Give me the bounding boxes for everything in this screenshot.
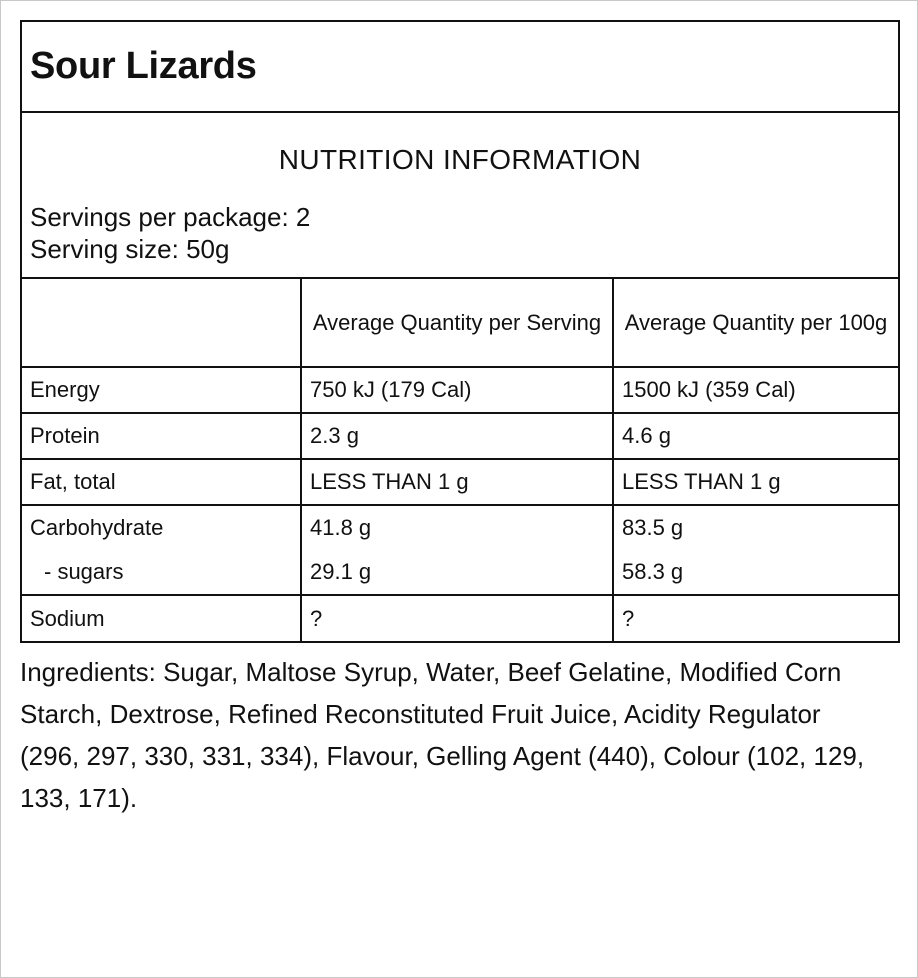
nutrient-name: Sodium [22, 595, 301, 641]
table-row-fat [22, 459, 898, 505]
serving-size: Serving size: 50g [30, 234, 230, 264]
per-serving-value: LESS THAN 1 g [301, 459, 613, 505]
sub-nutrient-name: - sugars [44, 559, 124, 584]
per-100g-value: ? [622, 605, 635, 631]
table-row-protein [22, 413, 898, 459]
per-serving-value: 750 kJ (179 Cal) [301, 367, 613, 413]
per-serving-value: 2.3 g [301, 413, 613, 459]
per-100g-value: 4.6 g [613, 413, 898, 459]
nutrient-name: Fat, total [22, 459, 301, 505]
per-serving-cell [301, 505, 613, 595]
nutrition-label [20, 20, 900, 643]
title-row [22, 22, 898, 113]
nutrient-name: Protein [22, 413, 301, 459]
per-serving-value: 41.8 g [310, 515, 372, 540]
nutrient-name: Carbohydrate [30, 515, 164, 540]
nutrition-heading: NUTRITION INFORMATION [278, 144, 642, 175]
table-row-sodium [22, 595, 898, 641]
nutrient-name-cell [22, 505, 301, 595]
table-header-row [22, 279, 898, 367]
sub-per-100g-value: 58.3 g [622, 559, 684, 584]
nutrition-table [22, 279, 898, 641]
servings-block [30, 201, 310, 265]
product-title: Sour Lizards [30, 45, 257, 87]
per-100g-value: LESS THAN 1 g [613, 459, 898, 505]
column-header-per-100g: Average Quantity per 100g [613, 279, 898, 367]
per-100g-value: 1500 kJ (359 Cal) [613, 367, 898, 413]
nutrient-name: Energy [22, 367, 301, 413]
table-row-energy [22, 367, 898, 413]
column-header-per-serving: Average Quantity per Serving [301, 279, 613, 367]
column-header-nutrient [22, 279, 301, 367]
nutrition-info-section [22, 113, 898, 279]
per-100g-cell [613, 505, 898, 595]
sub-per-serving-value: 29.1 g [310, 559, 372, 584]
per-100g-value: 83.5 g [622, 515, 684, 540]
per-serving-value: ? [301, 595, 613, 641]
servings-per-package: Servings per package: 2 [30, 202, 311, 232]
ingredients-text: Ingredients: Sugar, Maltose Syrup, Water, Beef Gelatine, Modified Corn Starch, Dextrose, Refined Reconstituted Fruit Juice, Acidity Regulator (296, 297, 330, 331, 334), Flavour, Gelling Agent (440), Colour (102, 129, 133, 171). [20, 657, 865, 813]
table-row-carbohydrate [22, 505, 898, 595]
